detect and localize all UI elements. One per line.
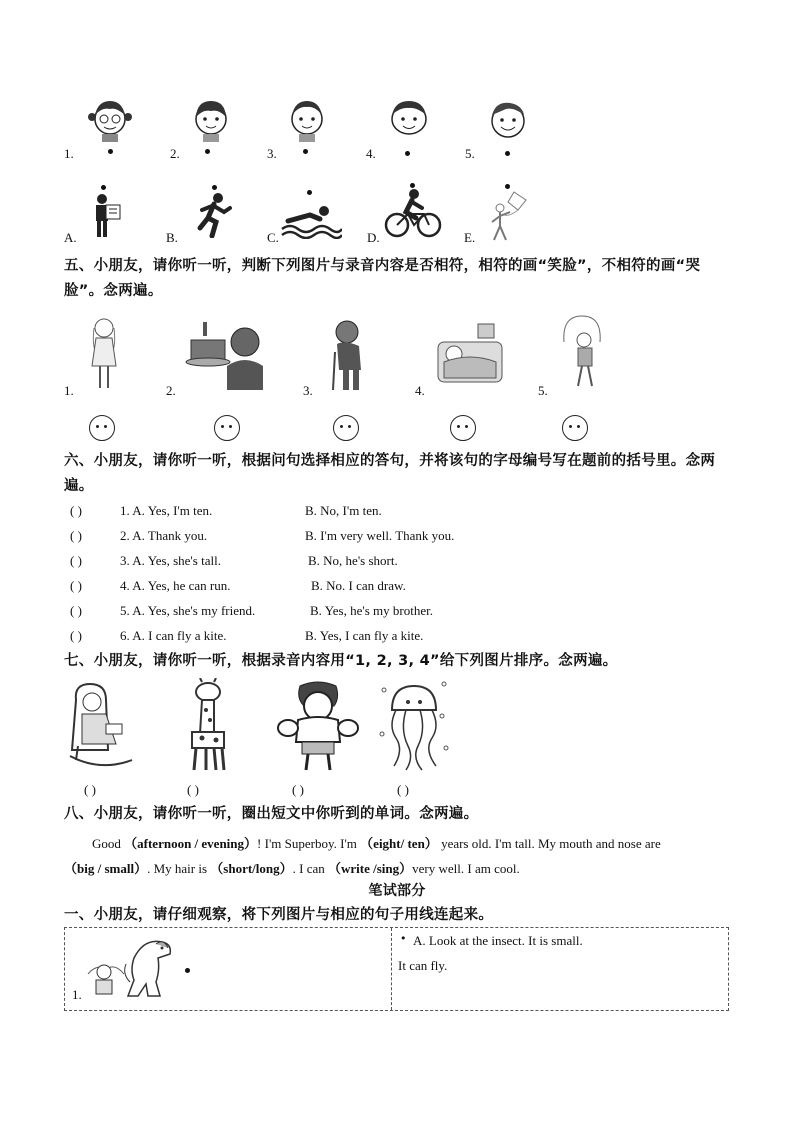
match-dot[interactable] (505, 151, 510, 156)
sleeping-baby-icon (434, 322, 506, 386)
match-letter-c: C. (267, 230, 279, 245)
strong-man-icon (274, 678, 362, 772)
swimming-icon (280, 203, 342, 239)
match-dot[interactable] (101, 185, 106, 190)
boy-face-icon (484, 97, 532, 141)
order-paren-3[interactable]: ( ) (292, 782, 304, 797)
option-b: B. No. I can draw. (311, 578, 406, 593)
reading-icon (88, 193, 124, 239)
match-number-3: 3. (267, 146, 277, 161)
sec5-number-4: 4. (415, 383, 425, 398)
choice-hair[interactable]: （short/long） (210, 861, 293, 876)
option-b: B. Yes, he's my brother. (310, 603, 433, 618)
sec5-number-1: 1. (64, 383, 74, 398)
jump-rope-icon (556, 312, 610, 390)
written-q1-title: 一、小朋友，请仔细观察，将下列图片与相应的句子用线连起来。 (64, 907, 494, 923)
match-number-1: 1. (64, 146, 74, 161)
section-8-title: 八、小朋友，请你听一听，圈出短文中你听到的单词。念两遍。 (64, 806, 479, 822)
birthday-boy-icon (183, 318, 267, 390)
option-b: B. No, I'm ten. (305, 503, 382, 518)
option-a: 6. A. I can fly a kite. (120, 628, 227, 643)
choice-time[interactable]: （afternoon / evening） (124, 836, 258, 851)
match-number-2: 2. (170, 146, 180, 161)
match-dot[interactable] (212, 185, 217, 190)
option-a: 4. A. Yes, he can run. (120, 578, 231, 593)
face-circle-5[interactable] (562, 415, 588, 441)
match-letter-b: B. (166, 230, 178, 245)
grandma-icon (66, 680, 136, 772)
answer-paren[interactable]: ( ) (70, 528, 82, 543)
answer-paren[interactable]: ( ) (70, 578, 82, 593)
match-dot[interactable] (405, 151, 410, 156)
option-b: B. Yes, I can fly a kite. (305, 628, 424, 643)
sec5-number-2: 2. (166, 383, 176, 398)
option-b: B. I'm very well. Thank you. (305, 528, 455, 543)
face-circle-4[interactable] (450, 415, 476, 441)
passage-line-1: Good （afternoon / evening）! I'm Superboy. I'm （eight/ ten） years old. I'm tall. My mouth and nose are (92, 836, 661, 851)
boy-and-dog-icon (86, 934, 182, 1000)
match-dot[interactable] (303, 149, 308, 154)
cycling-icon (384, 188, 442, 238)
sentence-a-line-1: A. Look at the insect. It is small. (413, 933, 583, 948)
option-a: 2. A. Thank you. (120, 528, 208, 543)
match-dot[interactable] (307, 190, 312, 195)
jellyfish-icon (376, 676, 452, 772)
match-number-5: 5. (465, 146, 475, 161)
match-dot[interactable] (108, 149, 113, 154)
match-letter-d: D. (367, 230, 380, 245)
table-divider (391, 928, 392, 1010)
match-dot[interactable] (205, 149, 210, 154)
boy-face-icon (385, 95, 433, 139)
girl-icon (84, 316, 124, 392)
section-6-title: 六、小朋友，请你听一听，根据问句选择相应的答句，并将该句的字母编号写在题前的括号里。念两遍。 (64, 453, 716, 494)
order-paren-1[interactable]: ( ) (84, 782, 96, 797)
kite-icon (488, 190, 530, 242)
face-circle-1[interactable] (89, 415, 115, 441)
match-letter-a: A. (64, 230, 77, 245)
sec5-number-5: 5. (538, 383, 548, 398)
sentence-a-line-2: It can fly. (398, 958, 448, 973)
bullet[interactable]: • (400, 932, 407, 945)
section-7-title: 七、小朋友，请你听一听，根据录音内容用“1, 2, 3, 4”给下列图片排序。念两遍。 (64, 653, 618, 669)
face-circle-3[interactable] (333, 415, 359, 441)
giraffe-icon (178, 678, 238, 772)
choice-age[interactable]: （eight/ ten） (360, 836, 438, 851)
choice-size[interactable]: （big / small） (64, 861, 148, 876)
answer-paren[interactable]: ( ) (70, 628, 82, 643)
written-part-title: 笔试部分 (368, 883, 426, 899)
sec5-number-3: 3. (303, 383, 313, 398)
old-man-icon (323, 318, 377, 392)
running-icon (194, 192, 234, 238)
answer-paren[interactable]: ( ) (70, 553, 82, 568)
answer-paren[interactable]: ( ) (70, 603, 82, 618)
option-a: 1. A. Yes, I'm ten. (120, 503, 213, 518)
match-dot[interactable] (505, 184, 510, 189)
match-number-4: 4. (366, 146, 376, 161)
order-paren-4[interactable]: ( ) (397, 782, 409, 797)
girl-glasses-face-icon (86, 95, 134, 143)
match-letter-e: E. (464, 230, 476, 245)
match-dot[interactable] (185, 968, 190, 973)
option-b: B. No, he's short. (308, 553, 398, 568)
order-paren-2[interactable]: ( ) (187, 782, 199, 797)
choice-verb[interactable]: （write /sing） (328, 861, 413, 876)
option-a: 3. A. Yes, she's tall. (120, 553, 221, 568)
section-5-title: 五、小朋友，请你听一听，判断下列图片与录音内容是否相符，相符的画“笑脸”，不相符的画“哭脸”。念两遍。 (64, 258, 701, 299)
face-circle-2[interactable] (214, 415, 240, 441)
table-row-number: 1. (72, 987, 82, 1002)
girl-face-icon (189, 95, 233, 143)
boy-face-icon (285, 95, 329, 143)
option-a: 5. A. Yes, she's my friend. (120, 603, 256, 618)
answer-paren[interactable]: ( ) (70, 503, 82, 518)
passage-line-2: （big / small）. My hair is （short/long）. I can （write /sing）very well. I am cool. (64, 861, 520, 876)
